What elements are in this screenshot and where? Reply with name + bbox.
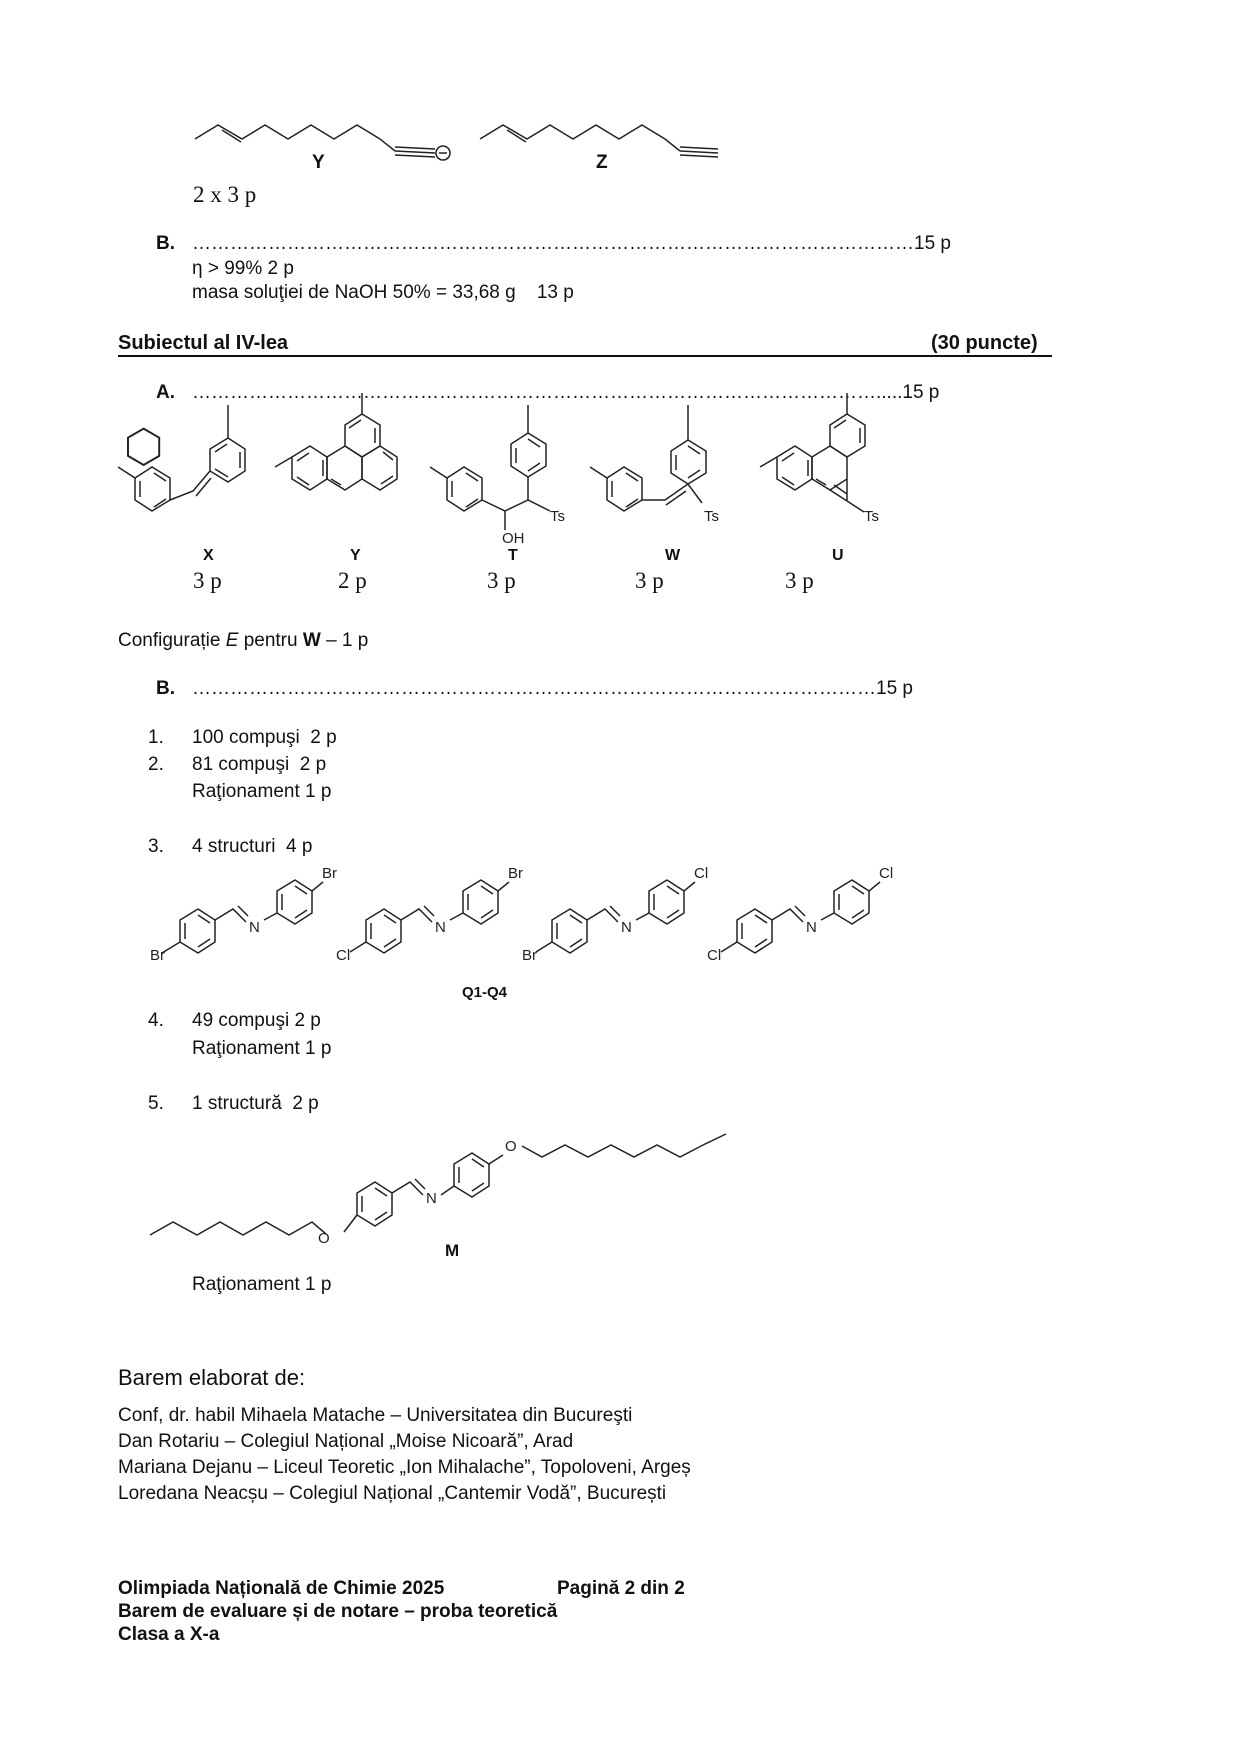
item-2-text: 81 compuşi 2 p xyxy=(192,754,327,775)
author-2: Dan Rotariu – Colegiul Național „Moise Nicoară”, Arad xyxy=(118,1431,574,1452)
item-4-text: 49 compuşi 2 p xyxy=(192,1010,321,1031)
top-score: 2 x 3 p xyxy=(193,182,257,207)
part-a-dots: ……………………………………………………………………………………………….....15 p xyxy=(192,382,940,403)
q1-x2: Br xyxy=(322,865,337,882)
item-1-num: 1. xyxy=(148,727,164,748)
t-ts-atom: Ts xyxy=(550,508,565,525)
footer-class: Clasa a X-a xyxy=(118,1624,220,1645)
label-y-top: Y xyxy=(312,152,325,173)
configuration-note-e: E xyxy=(225,630,239,651)
author-1: Conf, dr. habil Mihaela Matache – Universitatea din Bucureşti xyxy=(118,1405,633,1426)
part-b3-letter: B. xyxy=(156,233,175,254)
item-4-num: 4. xyxy=(148,1010,164,1031)
configuration-note-post: – 1 p xyxy=(320,630,369,651)
imine-q4 xyxy=(707,860,897,970)
item-3-num: 3. xyxy=(148,836,164,857)
footer-barem: Barem de evaluare și de notare – proba teoretică xyxy=(118,1601,558,1622)
structure-t xyxy=(430,405,590,545)
final-reasoning: Raţionament 1 p xyxy=(192,1274,332,1295)
q-label: Q1-Q4 xyxy=(462,984,508,1001)
part-b-dots: ………………………………………………………………………………………………15 p xyxy=(192,678,913,699)
w-ts-atom: Ts xyxy=(704,508,719,525)
item-4-extra: Raţionament 1 p xyxy=(192,1038,332,1059)
structure-w xyxy=(590,405,750,525)
label-x: X xyxy=(203,547,214,564)
label-u: U xyxy=(832,547,844,564)
structure-y-anion xyxy=(195,110,455,180)
label-y: Y xyxy=(350,547,361,564)
part-b3-dots: ……………………………………………………………………………………………………15 p xyxy=(192,233,951,254)
authors-heading: Barem elaborat de: xyxy=(118,1365,306,1390)
score-t: 3 p xyxy=(487,568,516,593)
configuration-note xyxy=(118,630,368,652)
q4-x2: Cl xyxy=(879,865,894,882)
m-o-left: O xyxy=(318,1230,330,1247)
m-o-right: O xyxy=(505,1138,517,1155)
label-t: T xyxy=(508,547,518,564)
imine-q1 xyxy=(150,860,340,970)
item-5-text: 1 structură 2 p xyxy=(192,1093,319,1114)
t-oh-atom: OH xyxy=(502,530,525,547)
part-b-letter: B. xyxy=(156,678,175,699)
q3-x2: Cl xyxy=(694,865,709,882)
score-x: 3 p xyxy=(193,568,222,593)
item-2-extra: Raţionament 1 p xyxy=(192,781,332,802)
imine-q3 xyxy=(522,860,712,970)
part-a-letter: A. xyxy=(156,382,175,403)
label-w: W xyxy=(665,547,681,564)
score-u: 3 p xyxy=(785,568,814,593)
q4-n: N xyxy=(806,919,817,936)
q4-x1: Cl xyxy=(707,947,722,964)
score-y: 2 p xyxy=(338,568,367,593)
m-label: M xyxy=(445,1241,460,1260)
configuration-note-w: W xyxy=(302,630,321,651)
score-w: 3 p xyxy=(635,568,664,593)
q3-x1: Br xyxy=(522,947,537,964)
q2-x2: Br xyxy=(508,865,523,882)
imine-q2 xyxy=(336,860,526,970)
q1-n: N xyxy=(249,919,260,936)
label-z-top: Z xyxy=(596,152,608,173)
item-3-text: 4 structuri 4 p xyxy=(192,836,313,857)
part-b3-line1: η > 99% 2 p xyxy=(192,258,294,279)
item-1-text: 100 compuşi 2 p xyxy=(192,727,337,748)
configuration-note-pre: Configurație xyxy=(118,630,226,651)
structure-x xyxy=(118,405,258,525)
structure-m xyxy=(150,1110,830,1247)
q1-x1: Br xyxy=(150,947,165,964)
q3-n: N xyxy=(621,919,632,936)
u-ts-atom: Ts xyxy=(864,508,879,525)
q2-x1: Cl xyxy=(336,947,351,964)
configuration-note-mid: pentru xyxy=(238,630,303,651)
part-b3-line2: masa soluţiei de NaOH 50% = 33,68 g 13 p xyxy=(192,282,574,303)
footer-olympiad: Olimpiada Națională de Chimie 2025 xyxy=(118,1578,445,1599)
structure-y-phenanthrene xyxy=(275,405,415,525)
structure-u xyxy=(760,405,920,525)
subject-points: (30 puncte) xyxy=(931,332,1038,354)
m-n: N xyxy=(426,1190,437,1207)
item-2-num: 2. xyxy=(148,754,164,775)
item-5-num: 5. xyxy=(148,1093,164,1114)
q2-n: N xyxy=(435,919,446,936)
author-4: Loredana Neacșu – Colegiul Național „Cantemir Vodă”, București xyxy=(118,1483,667,1504)
subject-underline xyxy=(118,355,1052,357)
subject-title: Subiectul al IV-lea xyxy=(118,332,289,354)
footer-page: Pagină 2 din 2 xyxy=(557,1578,685,1599)
structure-z-alkyne xyxy=(480,110,740,180)
author-3: Mariana Dejanu – Liceul Teoretic „Ion Mihalache”, Topoloveni, Argeș xyxy=(118,1457,691,1478)
